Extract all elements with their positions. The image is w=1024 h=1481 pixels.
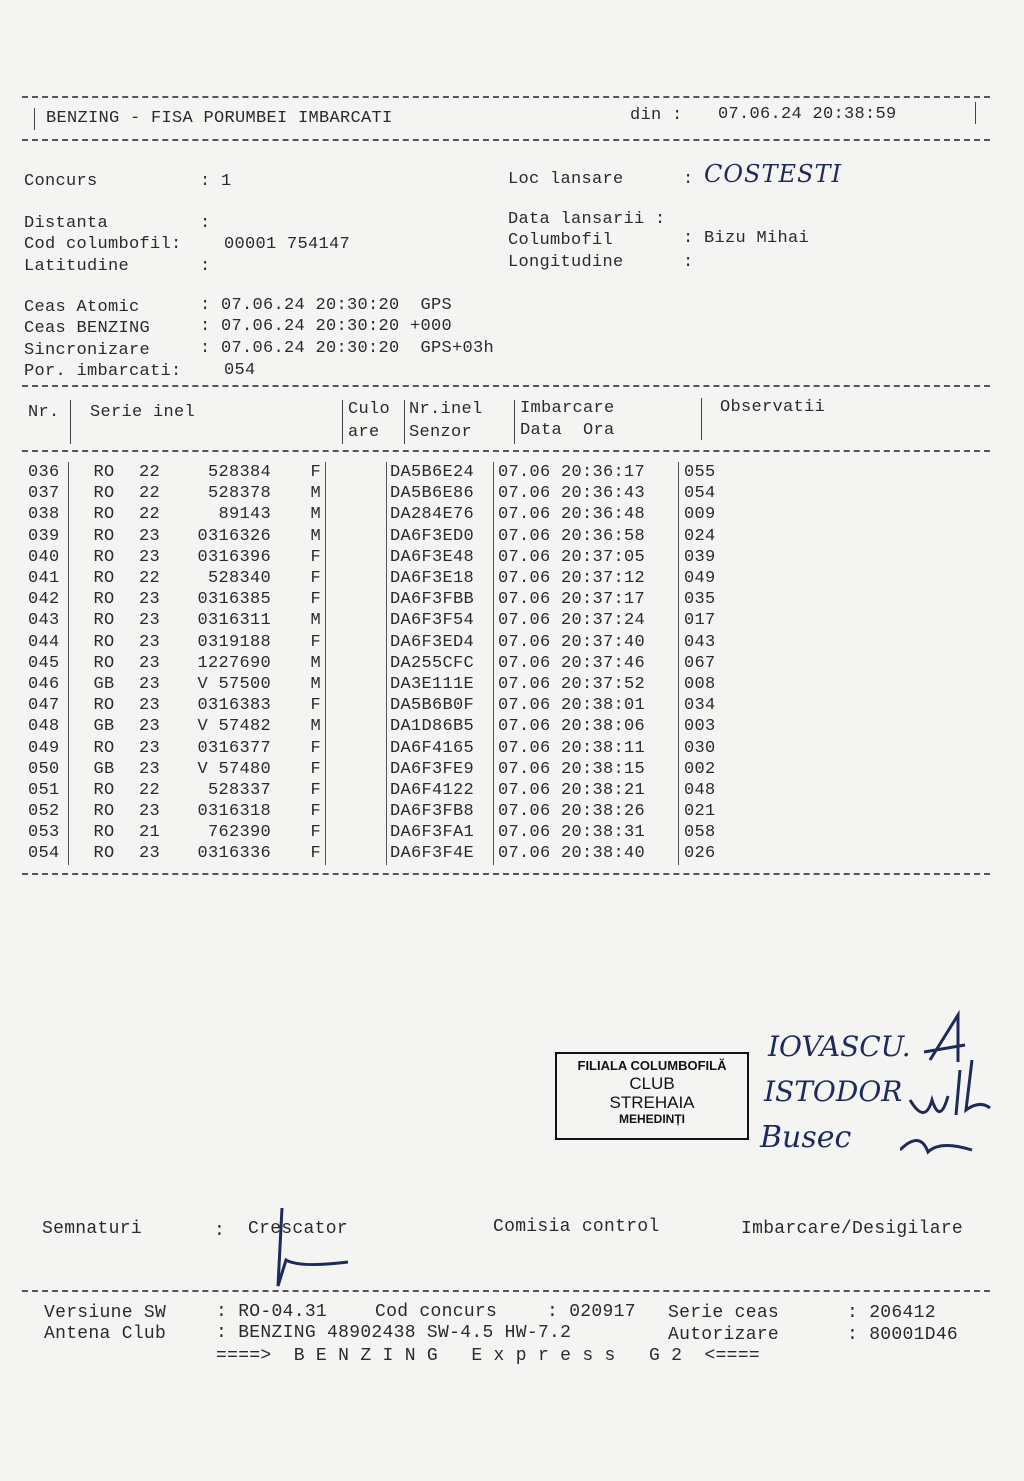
row-ring-number: 0316383 xyxy=(197,696,271,716)
row-year: 23 xyxy=(139,611,161,631)
table-row xyxy=(28,716,744,737)
row-observatii: 055 xyxy=(684,463,716,483)
benzing-express-banner: ====> B E N Z I N G E x p r e s s G 2 <==== xyxy=(216,1346,760,1366)
row-observatii: 035 xyxy=(684,590,716,610)
row-country: RO xyxy=(93,802,115,822)
row-sensor: DA6F3E18 xyxy=(387,568,494,589)
ceas-benzing-value: : 07.06.24 20:30:20 +000 xyxy=(200,317,453,336)
row-number: 049 xyxy=(28,737,69,758)
table-row xyxy=(28,589,744,610)
row-color xyxy=(326,843,387,864)
stamp-line-2: CLUB xyxy=(629,1073,675,1093)
columbofil-label: Columbofil xyxy=(508,231,614,250)
row-embark-datetime: 07.06 20:38:11 xyxy=(494,737,679,758)
row-embark-datetime: 07.06 20:37:24 xyxy=(494,610,679,631)
row-color xyxy=(326,504,387,525)
row-ring-number: 0319188 xyxy=(197,632,271,652)
row-country: RO xyxy=(93,632,115,652)
row-ring-number: V 57482 xyxy=(197,717,271,737)
row-embark-datetime: 07.06 20:37:05 xyxy=(494,547,679,568)
row-embark-datetime: 07.06 20:38:26 xyxy=(494,801,679,822)
row-year: 22 xyxy=(139,505,161,525)
row-sex: F xyxy=(271,780,326,801)
row-observatii: 026 xyxy=(684,844,716,864)
row-sex: F xyxy=(271,801,326,822)
row-year: 23 xyxy=(139,653,161,673)
row-ring-number: 0316318 xyxy=(197,802,271,822)
row-color xyxy=(326,737,387,758)
row-embark-datetime: 07.06 20:38:21 xyxy=(494,780,679,801)
row-number: 047 xyxy=(28,695,69,716)
row-observatii: 048 xyxy=(684,780,716,800)
row-year: 23 xyxy=(139,844,161,864)
din-value: 07.06.24 20:38:59 xyxy=(718,105,897,124)
row-country: RO xyxy=(93,569,115,589)
club-stamp xyxy=(555,1052,749,1140)
row-sensor: DA6F3FE9 xyxy=(387,759,494,780)
row-sensor: DA6F3E48 xyxy=(387,547,494,568)
row-ring-number: 89143 xyxy=(218,505,271,525)
header-right-bar xyxy=(975,102,976,124)
concurs-value: : 1 xyxy=(200,172,232,191)
row-color xyxy=(326,716,387,737)
table-row xyxy=(28,610,744,631)
row-observatii: 009 xyxy=(684,505,716,525)
row-year: 23 xyxy=(139,547,161,567)
row-sex: F xyxy=(271,632,326,653)
row-observatii: 058 xyxy=(684,823,716,843)
header-bottom-rule xyxy=(22,139,990,141)
col-divider xyxy=(342,400,343,444)
row-year: 22 xyxy=(139,463,161,483)
col-header-nr-inel-2: Senzor xyxy=(409,423,473,442)
row-number: 050 xyxy=(28,759,69,780)
row-ring-number: 528384 xyxy=(207,463,271,483)
row-year: 22 xyxy=(139,780,161,800)
row-observatii: 039 xyxy=(684,547,716,567)
row-sex: F xyxy=(271,822,326,843)
col-divider xyxy=(701,398,702,440)
data-lansarii-label: Data lansarii : xyxy=(508,210,666,229)
por-imbarcati-value: 054 xyxy=(224,361,256,380)
row-color xyxy=(326,759,387,780)
row-number: 046 xyxy=(28,674,69,695)
row-sex: F xyxy=(271,568,326,589)
table-row xyxy=(28,843,744,864)
antena-club-value: : BENZING 48902438 SW-4.5 HW-7.2 xyxy=(216,1323,572,1343)
por-imbarcati-label: Por. imbarcati: xyxy=(24,362,182,381)
row-color xyxy=(326,526,387,547)
row-country: RO xyxy=(93,590,115,610)
versiune-sw-value: : RO-04.31 xyxy=(216,1302,328,1322)
row-country: RO xyxy=(93,844,115,864)
row-sex: F xyxy=(271,462,326,483)
handwritten-name-1: IOVASCU. xyxy=(768,1030,911,1063)
row-sensor: DA6F4122 xyxy=(387,780,494,801)
row-embark-datetime: 07.06 20:36:17 xyxy=(494,462,679,483)
row-year: 23 xyxy=(139,696,161,716)
cod-concurs-value: : 020917 xyxy=(547,1302,636,1322)
row-number: 039 xyxy=(28,526,69,547)
row-number: 037 xyxy=(28,483,69,504)
loc-lansare-label: Loc lansare xyxy=(508,170,624,189)
row-embark-datetime: 07.06 20:37:52 xyxy=(494,674,679,695)
row-year: 23 xyxy=(139,632,161,652)
col-header-culoare-2: are xyxy=(348,423,380,442)
row-country: RO xyxy=(93,696,115,716)
row-observatii: 024 xyxy=(684,526,716,546)
row-sex: M xyxy=(271,504,326,525)
col-divider xyxy=(70,400,71,444)
versiune-sw-label: Versiune SW xyxy=(44,1303,167,1323)
row-sensor: DA5B6B0F xyxy=(387,695,494,716)
row-embark-datetime: 07.06 20:37:40 xyxy=(494,632,679,653)
row-country: RO xyxy=(93,653,115,673)
table-row xyxy=(28,674,744,695)
col-header-nr: Nr. xyxy=(28,403,60,422)
row-color xyxy=(326,483,387,504)
row-sex: F xyxy=(271,843,326,864)
table-top-rule xyxy=(22,385,990,387)
columbofil-value: : Bizu Mihai xyxy=(683,229,810,248)
row-number: 044 xyxy=(28,632,69,653)
imbarcare-desigilare-label: Imbarcare/Desigilare xyxy=(741,1219,964,1239)
row-sex: M xyxy=(271,610,326,631)
row-year: 23 xyxy=(139,759,161,779)
row-sex: F xyxy=(271,589,326,610)
row-color xyxy=(326,462,387,483)
row-embark-datetime: 07.06 20:38:40 xyxy=(494,843,679,864)
row-color xyxy=(326,695,387,716)
row-embark-datetime: 07.06 20:36:43 xyxy=(494,483,679,504)
col-divider xyxy=(404,400,405,444)
footer-rule xyxy=(22,1290,990,1292)
row-observatii: 021 xyxy=(684,802,716,822)
table-row xyxy=(28,695,744,716)
row-embark-datetime: 07.06 20:38:31 xyxy=(494,822,679,843)
row-sensor: DA6F3FBB xyxy=(387,589,494,610)
table-row xyxy=(28,759,744,780)
row-color xyxy=(326,568,387,589)
handwritten-name-3: Busec xyxy=(760,1120,852,1155)
row-sex: M xyxy=(271,483,326,504)
crescator-label: Crescator xyxy=(248,1219,348,1239)
row-observatii: 017 xyxy=(684,611,716,631)
autorizare-value: : 80001D46 xyxy=(847,1325,959,1345)
row-year: 23 xyxy=(139,802,161,822)
row-ring-number: 0316396 xyxy=(197,547,271,567)
row-ring-number: 0316377 xyxy=(197,738,271,758)
sincronizare-value: : 07.06.24 20:30:20 GPS+03h xyxy=(200,339,495,358)
row-observatii: 054 xyxy=(684,484,716,504)
antena-club-label: Antena Club xyxy=(44,1324,167,1344)
distanta-value: : xyxy=(200,214,211,233)
loc-lansare-colon: : xyxy=(683,170,694,189)
cod-columbofil-label: Cod columbofil: xyxy=(24,235,182,254)
row-sensor: DA6F3F54 xyxy=(387,610,494,631)
semnaturi-label: Semnaturi xyxy=(42,1219,142,1239)
row-sex: M xyxy=(271,674,326,695)
row-ring-number: V 57500 xyxy=(197,674,271,694)
stamp-line-3: STREHAIA xyxy=(609,1093,695,1113)
table-row xyxy=(28,780,744,801)
row-ring-number: 0316385 xyxy=(197,590,271,610)
row-country: RO xyxy=(93,463,115,483)
row-embark-datetime: 07.06 20:38:01 xyxy=(494,695,679,716)
row-country: RO xyxy=(93,611,115,631)
col-header-nr-inel-1: Nr.inel xyxy=(409,400,483,419)
table-row xyxy=(28,504,744,525)
handwritten-signatures xyxy=(900,1000,1020,1170)
loc-lansare-handwritten: COSTESTI xyxy=(704,160,842,188)
row-sensor: DA6F3ED4 xyxy=(387,632,494,653)
row-sensor: DA5B6E24 xyxy=(387,462,494,483)
row-year: 23 xyxy=(139,590,161,610)
row-color xyxy=(326,547,387,568)
row-embark-datetime: 07.06 20:37:17 xyxy=(494,589,679,610)
row-color xyxy=(326,632,387,653)
row-sex: F xyxy=(271,695,326,716)
row-country: RO xyxy=(93,738,115,758)
row-observatii: 003 xyxy=(684,717,716,737)
sincronizare-label: Sincronizare xyxy=(24,341,151,360)
latitudine-label: Latitudine xyxy=(24,257,130,276)
table-row xyxy=(28,632,744,653)
col-divider xyxy=(514,400,515,444)
row-ring-number: V 57480 xyxy=(197,759,271,779)
row-country: GB xyxy=(93,759,115,779)
row-observatii: 002 xyxy=(684,759,716,779)
crescator-signature xyxy=(260,1198,360,1298)
row-number: 042 xyxy=(28,589,69,610)
row-number: 052 xyxy=(28,801,69,822)
row-sensor: DA6F3ED0 xyxy=(387,526,494,547)
semnaturi-colon: : xyxy=(214,1221,226,1241)
row-embark-datetime: 07.06 20:38:06 xyxy=(494,716,679,737)
row-ring-number: 1227690 xyxy=(197,653,271,673)
row-country: RO xyxy=(93,823,115,843)
stamp-line-4: MEHEDINȚI xyxy=(619,1112,685,1127)
ceas-atomic-value: : 07.06.24 20:30:20 GPS xyxy=(200,296,453,315)
table-row xyxy=(28,462,744,483)
cod-concurs-label: Cod concurs xyxy=(375,1302,498,1322)
row-year: 22 xyxy=(139,484,161,504)
row-sensor: DA1D86B5 xyxy=(387,716,494,737)
row-sensor: DA6F3FA1 xyxy=(387,822,494,843)
row-sex: F xyxy=(271,737,326,758)
row-ring-number: 528378 xyxy=(207,484,271,504)
row-year: 23 xyxy=(139,738,161,758)
row-year: 23 xyxy=(139,674,161,694)
row-number: 043 xyxy=(28,610,69,631)
table-row xyxy=(28,653,744,674)
row-color xyxy=(326,589,387,610)
row-embark-datetime: 07.06 20:36:48 xyxy=(494,504,679,525)
serie-ceas-value: : 206412 xyxy=(847,1303,936,1323)
row-country: GB xyxy=(93,674,115,694)
row-observatii: 049 xyxy=(684,569,716,589)
row-number: 040 xyxy=(28,547,69,568)
row-color xyxy=(326,822,387,843)
row-sex: M xyxy=(271,653,326,674)
row-year: 21 xyxy=(139,823,161,843)
row-observatii: 067 xyxy=(684,653,716,673)
col-header-culoare-1: Culo xyxy=(348,400,391,419)
row-embark-datetime: 07.06 20:37:46 xyxy=(494,653,679,674)
row-sensor: DA6F3F4E xyxy=(387,843,494,864)
row-observatii: 030 xyxy=(684,738,716,758)
latitudine-value: : xyxy=(200,257,211,276)
row-sensor: DA6F4165 xyxy=(387,737,494,758)
row-country: RO xyxy=(93,526,115,546)
row-ring-number: 0316326 xyxy=(197,526,271,546)
row-country: RO xyxy=(93,505,115,525)
col-header-serie-inel: Serie inel xyxy=(90,403,196,422)
table-row xyxy=(28,568,744,589)
document-title: BENZING - FISA PORUMBEI IMBARCATI xyxy=(46,109,393,128)
row-ring-number: 528337 xyxy=(207,780,271,800)
row-country: RO xyxy=(93,780,115,800)
row-sensor: DA284E76 xyxy=(387,504,494,525)
row-sex: F xyxy=(271,759,326,780)
row-number: 038 xyxy=(28,504,69,525)
distanta-label: Distanta xyxy=(24,214,109,233)
row-observatii: 034 xyxy=(684,696,716,716)
longitudine-value: : xyxy=(683,253,694,272)
row-country: RO xyxy=(93,547,115,567)
cod-columbofil-value: 00001 754147 xyxy=(224,235,351,254)
row-year: 22 xyxy=(139,569,161,589)
row-embark-datetime: 07.06 20:38:15 xyxy=(494,759,679,780)
embarked-pigeons-table xyxy=(28,462,744,865)
row-sex: M xyxy=(271,716,326,737)
row-number: 048 xyxy=(28,716,69,737)
row-year: 23 xyxy=(139,717,161,737)
header-top-rule xyxy=(22,96,990,98)
row-embark-datetime: 07.06 20:37:12 xyxy=(494,568,679,589)
row-number: 045 xyxy=(28,653,69,674)
row-embark-datetime: 07.06 20:36:58 xyxy=(494,526,679,547)
table-bottom-rule xyxy=(22,873,990,875)
row-sex: F xyxy=(271,547,326,568)
ceas-benzing-label: Ceas BENZING xyxy=(24,319,151,338)
table-row xyxy=(28,737,744,758)
row-number: 041 xyxy=(28,568,69,589)
row-color xyxy=(326,674,387,695)
row-observatii: 008 xyxy=(684,674,716,694)
table-row xyxy=(28,547,744,568)
ceas-atomic-label: Ceas Atomic xyxy=(24,298,140,317)
row-observatii: 043 xyxy=(684,632,716,652)
row-number: 053 xyxy=(28,822,69,843)
row-number: 036 xyxy=(28,462,69,483)
table-row xyxy=(28,801,744,822)
row-ring-number: 0316311 xyxy=(197,611,271,631)
row-ring-number: 528340 xyxy=(207,569,271,589)
row-country: GB xyxy=(93,717,115,737)
row-sensor: DA5B6E86 xyxy=(387,483,494,504)
row-year: 23 xyxy=(139,526,161,546)
row-color xyxy=(326,780,387,801)
row-sensor: DA6F3FB8 xyxy=(387,801,494,822)
row-sensor: DA3E111E xyxy=(387,674,494,695)
table-header-rule xyxy=(22,450,990,452)
row-country: RO xyxy=(93,484,115,504)
row-color xyxy=(326,610,387,631)
row-sex: M xyxy=(271,526,326,547)
row-ring-number: 762390 xyxy=(207,823,271,843)
handwritten-name-2: ISTODOR xyxy=(764,1075,903,1108)
table-row xyxy=(28,526,744,547)
row-sensor: DA255CFC xyxy=(387,653,494,674)
din-label: din : xyxy=(630,106,683,125)
col-header-imbarcare-1: Imbarcare xyxy=(520,399,615,418)
stamp-line-1: FILIALA COLUMBOFILĂ xyxy=(577,1058,727,1073)
autorizare-label: Autorizare xyxy=(668,1325,780,1345)
col-header-observatii: Observatii xyxy=(720,398,826,417)
header-left-bar xyxy=(34,108,35,130)
table-row xyxy=(28,483,744,504)
table-row xyxy=(28,822,744,843)
row-number: 051 xyxy=(28,780,69,801)
row-ring-number: 0316336 xyxy=(197,844,271,864)
concurs-label: Concurs xyxy=(24,172,98,191)
row-color xyxy=(326,801,387,822)
col-header-imbarcare-2: Data Ora xyxy=(520,421,615,440)
comisia-control-label: Comisia control xyxy=(493,1217,660,1237)
serie-ceas-label: Serie ceas xyxy=(668,1303,780,1323)
row-color xyxy=(326,653,387,674)
row-number: 054 xyxy=(28,843,69,864)
longitudine-label: Longitudine xyxy=(508,253,624,272)
